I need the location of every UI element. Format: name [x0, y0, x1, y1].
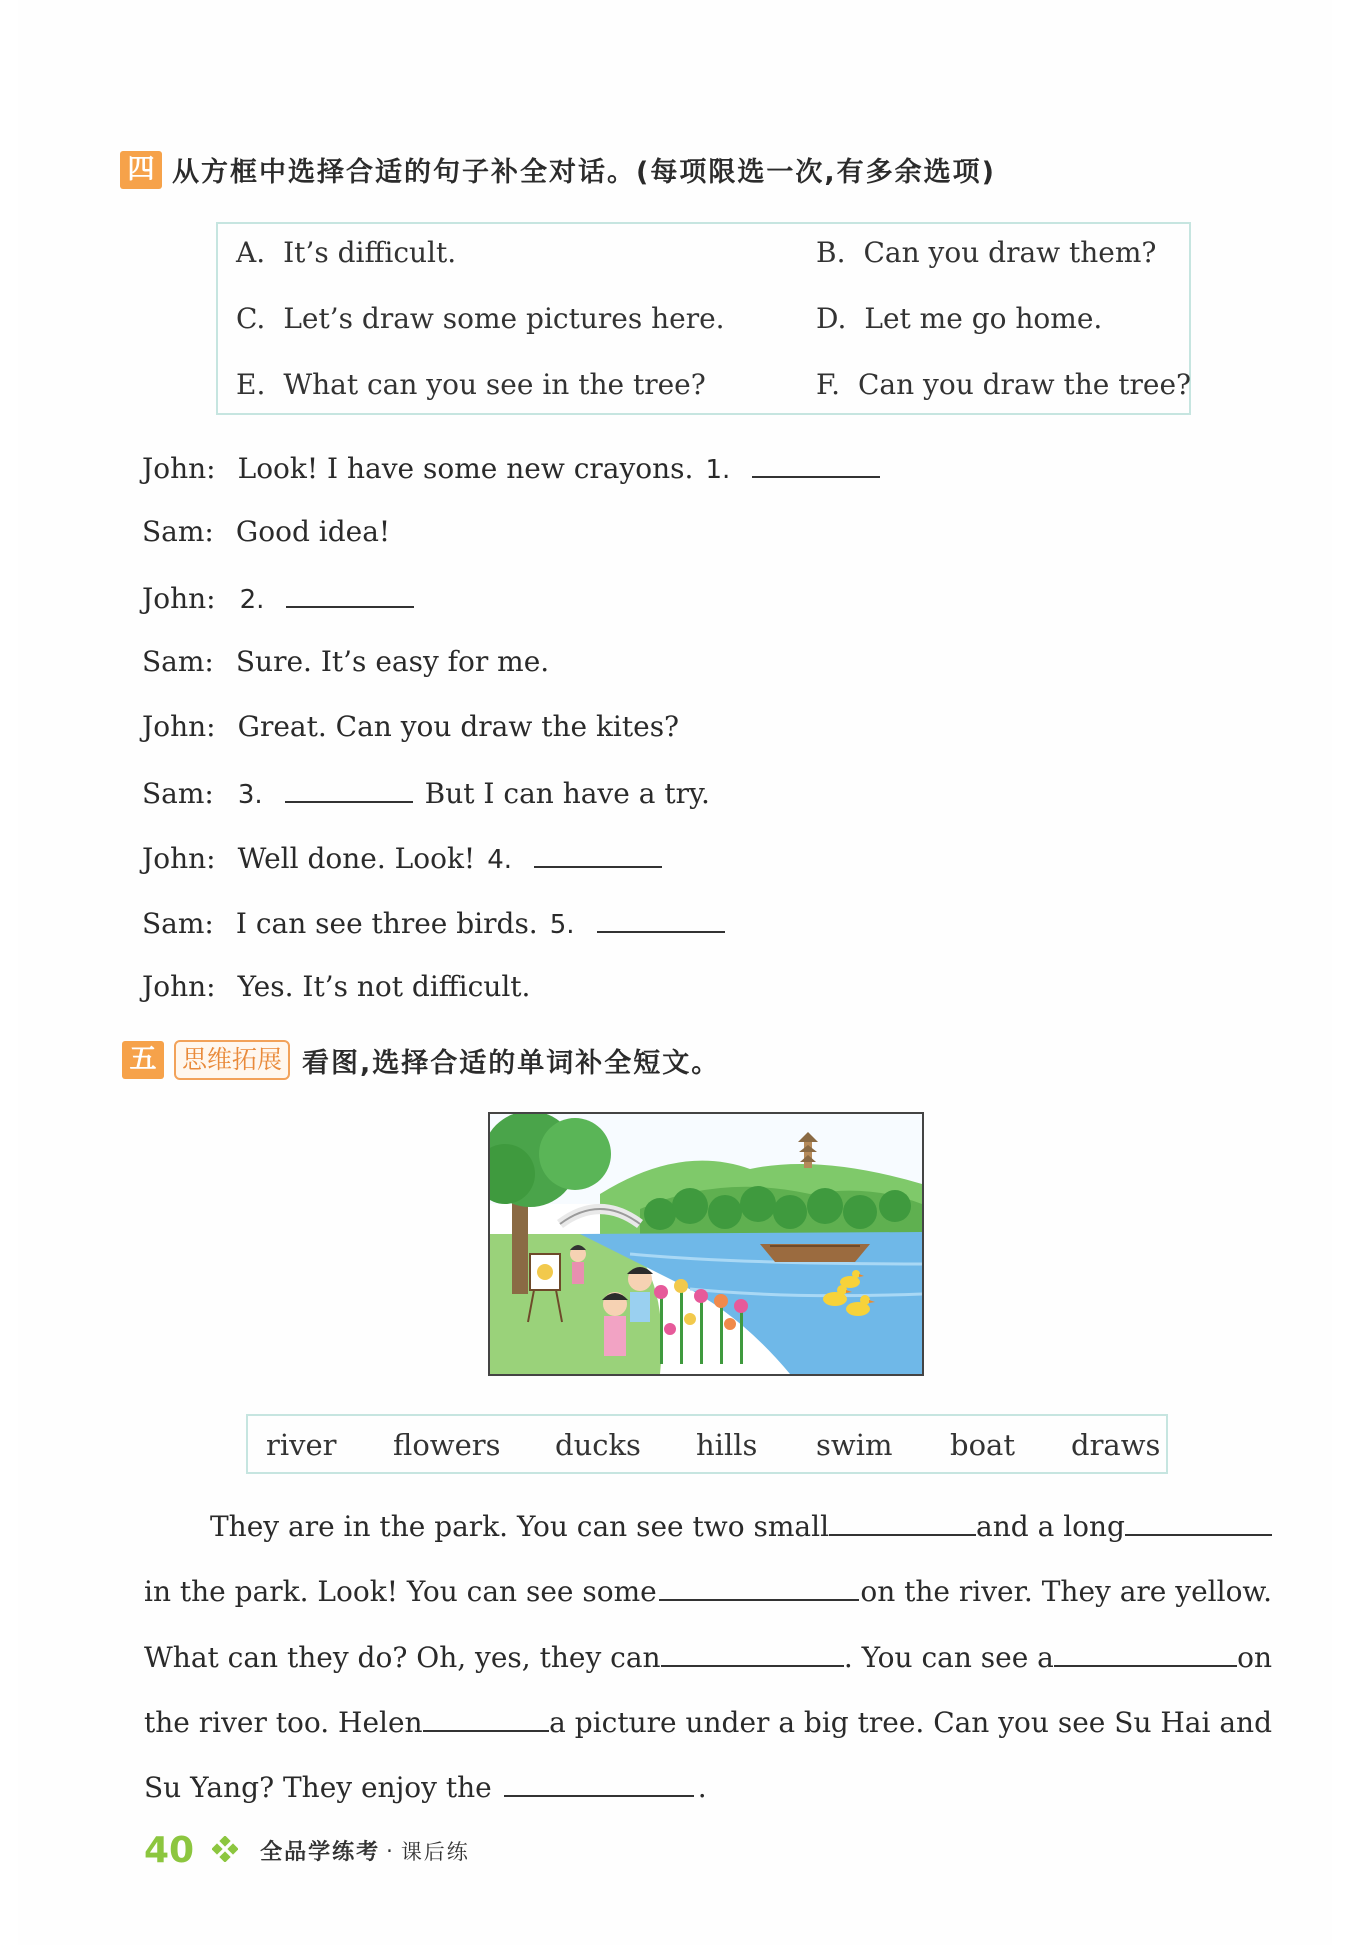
dialogue-line: John: Look! I have some new crayons. 1. — [142, 450, 892, 485]
park-illustration — [488, 1112, 924, 1376]
dialogue-line: John: Great. Can you draw the kites? — [142, 710, 680, 743]
answer-blank-4[interactable] — [534, 840, 662, 868]
section-5-title: 看图,选择合适的单词补全短文。 — [302, 1047, 721, 1079]
answer-blank-2[interactable] — [286, 580, 414, 608]
passage-blank-4[interactable] — [661, 1641, 844, 1667]
word-river: river — [266, 1428, 337, 1462]
passage-blank-1[interactable] — [829, 1510, 976, 1536]
answer-blank-5[interactable] — [597, 905, 725, 933]
word-swim: swim — [816, 1428, 893, 1462]
brand-dot: · — [386, 1838, 395, 1863]
page-number: 40 — [144, 1830, 195, 1871]
option-f: F. Can you draw the tree? — [816, 368, 1192, 401]
option-b: B. Can you draw them? — [816, 236, 1157, 269]
dialogue-line: John: Yes. It’s not difficult. — [142, 970, 531, 1003]
word-hills: hills — [696, 1428, 758, 1462]
dialogue-line: John: 2. — [142, 580, 426, 615]
brand-name: 全品学练考 — [260, 1840, 381, 1865]
park-scene-image — [490, 1114, 922, 1374]
section-4-number: 四 — [120, 151, 162, 189]
dialogue-line: Sam: Sure. It’s easy for me. — [142, 645, 550, 678]
section-5-number: 五 — [122, 1041, 164, 1079]
word-ducks: ducks — [555, 1428, 641, 1462]
word-boat: boat — [950, 1428, 1015, 1462]
word-draws: draws — [1071, 1428, 1161, 1462]
option-d: D. Let me go home. — [816, 302, 1103, 335]
option-c: C. Let’s draw some pictures here. — [236, 302, 725, 335]
workbook-page — [18, 0, 1332, 1945]
passage-line-5: Su Yang? They enjoy the . — [144, 1771, 707, 1804]
passage-line-2: in the park. Look! You can see some on the river. They are yellow. — [144, 1575, 1272, 1608]
dialogue-line: Sam: Good idea! — [142, 515, 391, 548]
passage-line-1: They are in the park. You can see two small and a long — [210, 1510, 1272, 1543]
passage-blank-7[interactable] — [504, 1771, 694, 1797]
section-4-heading — [120, 150, 996, 189]
passage-blank-3[interactable] — [659, 1575, 859, 1601]
section-5-tag: 思维拓展 — [174, 1040, 290, 1080]
page-footer — [144, 1830, 470, 1871]
passage-line-4: the river too. Helen a picture under a big tree. Can you see Su Hai and — [144, 1706, 1272, 1739]
passage-blank-5[interactable] — [1054, 1641, 1237, 1667]
passage-line-3: What can they do? Oh, yes, they can . You can see a on — [144, 1641, 1272, 1674]
brand-subtitle: 课后练 — [400, 1839, 470, 1864]
passage-blank-6[interactable] — [423, 1706, 550, 1732]
diamond-cluster-icon — [212, 1836, 238, 1866]
option-e: E. What can you see in the tree? — [236, 368, 706, 401]
section-4-title: 从方框中选择合适的句子补全对话。(每项限选一次,有多余选项) — [172, 157, 996, 188]
word-flowers: flowers — [393, 1428, 501, 1462]
dialogue-line: John: Well done. Look! 4. — [142, 840, 674, 875]
answer-blank-1[interactable] — [752, 450, 880, 478]
section-5-heading — [122, 1040, 720, 1080]
option-a: A. It’s difficult. — [236, 236, 457, 269]
answer-blank-3[interactable] — [285, 775, 413, 803]
dialogue-line: Sam: 3. But I can have a try. — [142, 777, 710, 810]
passage-blank-2[interactable] — [1125, 1510, 1272, 1536]
dialogue-line: Sam: I can see three birds. 5. — [142, 905, 737, 940]
